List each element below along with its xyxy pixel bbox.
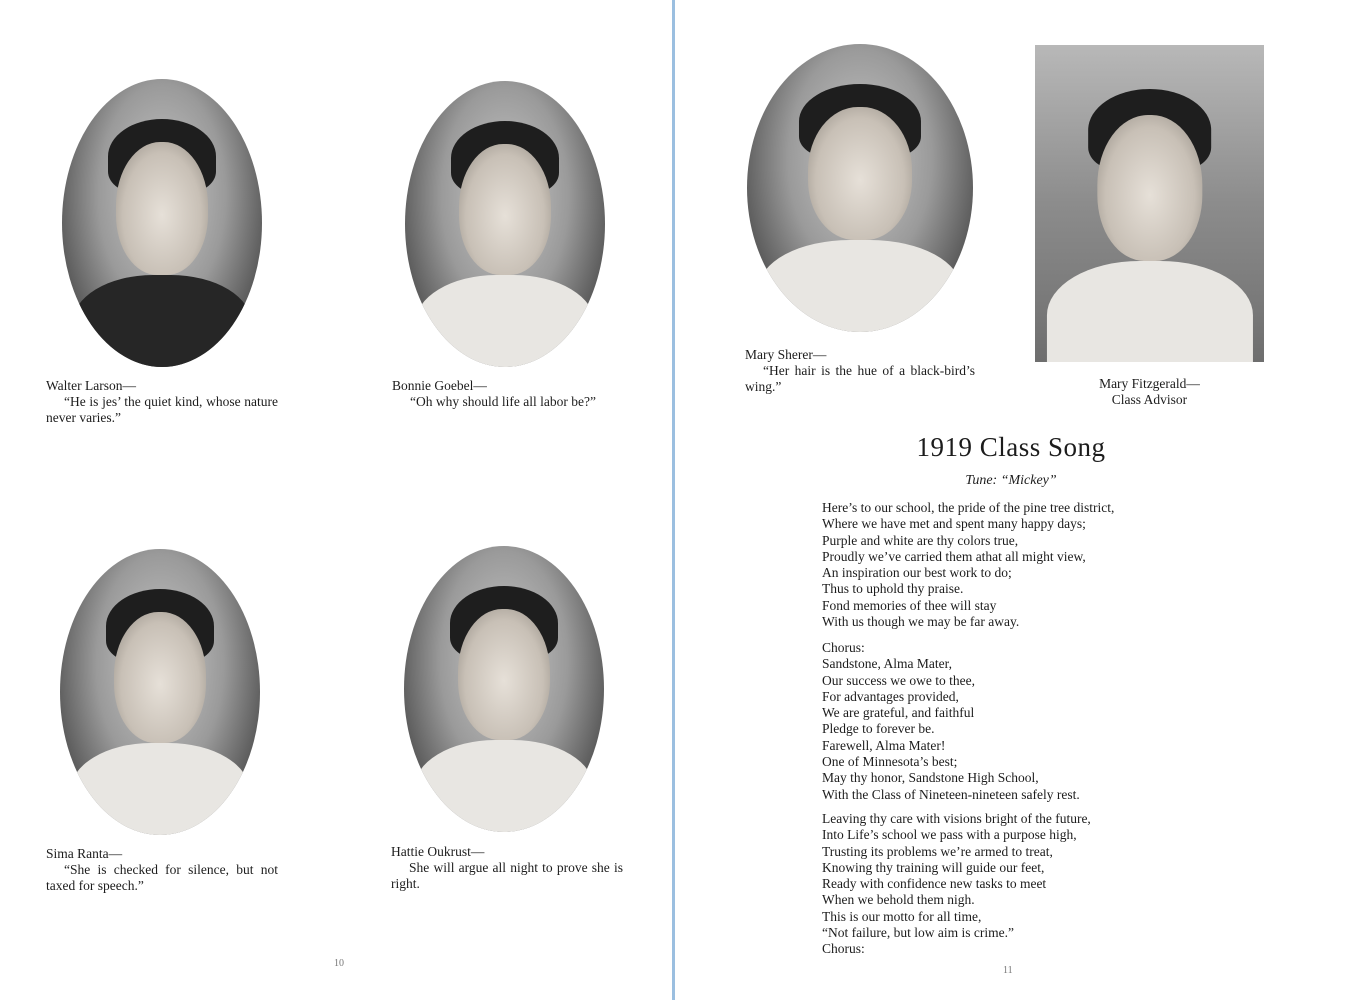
portrait-sima-ranta bbox=[60, 549, 260, 835]
caption-hattie-oukrust bbox=[391, 844, 623, 892]
lyric-line: “Not failure, but low aim is crime.” bbox=[822, 925, 1014, 941]
lyric-line: When we behold them nigh. bbox=[822, 892, 975, 908]
student-quote: “Oh why should life all labor be?” bbox=[410, 394, 596, 409]
lyric-line: Our success we owe to thee, bbox=[822, 672, 975, 688]
lyric-line: An inspiration our best work to do; bbox=[822, 565, 1012, 581]
student-name: Hattie Oukrust— bbox=[391, 844, 485, 859]
caption-mary-fitzgerald bbox=[1035, 376, 1264, 408]
lyric-line: Farewell, Alma Mater! bbox=[822, 737, 946, 753]
right-page bbox=[675, 0, 1347, 1000]
song-tune: Tune: “Mickey” bbox=[965, 473, 1057, 488]
caption-walter-larson bbox=[46, 378, 278, 426]
portrait-hattie-oukrust bbox=[404, 546, 604, 832]
student-name: Walter Larson— bbox=[46, 378, 137, 393]
caption-mary-sherer bbox=[745, 347, 975, 395]
lyric-line: Chorus: bbox=[822, 640, 865, 655]
portrait-walter-larson bbox=[62, 79, 262, 367]
song-title: 1919 Class Song bbox=[916, 432, 1106, 462]
song-verse-2 bbox=[822, 811, 1091, 958]
lyric-line: For advantages provided, bbox=[822, 688, 959, 704]
lyric-line: Proudly we’ve carried them athat all might view, bbox=[822, 548, 1086, 564]
student-quote: She will argue all night to prove she is right. bbox=[391, 860, 623, 891]
lyric-line: Purple and white are thy colors true, bbox=[822, 532, 1019, 548]
song-verse-1 bbox=[822, 500, 1114, 630]
lyric-line: Here’s to our school, the pride of the pine tree district, bbox=[822, 500, 1115, 515]
caption-bonnie-goebel bbox=[392, 378, 622, 410]
caption-sima-ranta bbox=[46, 846, 278, 894]
portrait-mary-fitzgerald bbox=[1035, 45, 1264, 362]
lyric-line: Sandstone, Alma Mater, bbox=[822, 656, 952, 672]
lyric-line: We are grateful, and faithful bbox=[822, 705, 975, 721]
lyric-line: Fond memories of thee will stay bbox=[822, 597, 997, 613]
student-name: Mary Sherer— bbox=[745, 347, 827, 362]
lyric-line: Leaving thy care with visions bright of the future, bbox=[822, 811, 1091, 826]
lyric-line: Trusting its problems we’re armed to treat, bbox=[822, 843, 1053, 859]
student-name: Bonnie Goebel— bbox=[392, 378, 487, 393]
advisor-name: Mary Fitzgerald— bbox=[1099, 376, 1200, 391]
lyric-line: Pledge to forever be. bbox=[822, 721, 935, 737]
student-quote: “He is jes’ the quiet kind, whose nature never varies.” bbox=[46, 394, 278, 425]
portrait-bonnie-goebel bbox=[405, 81, 605, 367]
student-quote: “Her hair is the hue of a black-bird’s wing.” bbox=[745, 363, 975, 394]
lyric-line: Into Life’s school we pass with a purpose high, bbox=[822, 827, 1077, 843]
lyric-line: Knowing thy training will guide our feet, bbox=[822, 859, 1045, 875]
lyric-line: One of Minnesota’s best; bbox=[822, 754, 958, 770]
page-number: 10 bbox=[334, 958, 344, 969]
lyric-line: With the Class of Nineteen-nineteen safely rest. bbox=[822, 786, 1080, 802]
advisor-role: Class Advisor bbox=[1111, 392, 1188, 407]
song-chorus bbox=[822, 640, 1080, 803]
student-name: Sima Ranta— bbox=[46, 846, 123, 861]
left-page bbox=[0, 0, 672, 1000]
lyric-line: Where we have met and spent many happy days; bbox=[822, 516, 1086, 532]
lyric-line: This is our motto for all time, bbox=[822, 908, 982, 924]
page-number: 11 bbox=[1003, 965, 1013, 976]
lyric-line: With us though we may be far away. bbox=[822, 614, 1020, 630]
portrait-mary-sherer bbox=[747, 44, 973, 332]
lyric-line: May thy honor, Sandstone High School, bbox=[822, 770, 1039, 786]
lyric-line: Thus to uphold thy praise. bbox=[822, 581, 964, 597]
student-quote: “She is checked for silence, but not taxed for speech.” bbox=[46, 862, 278, 893]
lyric-line: Chorus: bbox=[822, 941, 865, 957]
lyric-line: Ready with confidence new tasks to meet bbox=[822, 876, 1047, 892]
